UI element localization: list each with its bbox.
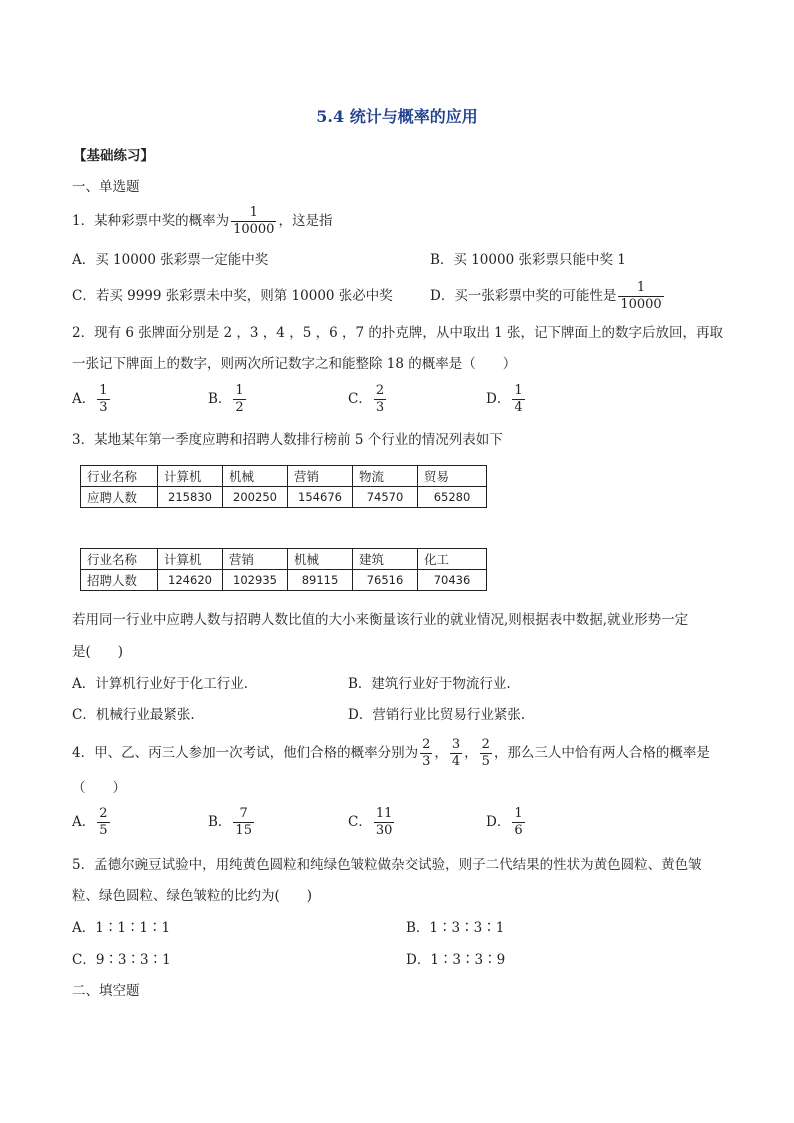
table-cell: 76516	[353, 570, 418, 591]
page-title: 5.4 统计与概率的应用	[316, 107, 478, 126]
fraction: $\frac{1}{4}$	[514, 383, 523, 415]
fraction: $\frac{1}{3}$	[99, 383, 108, 415]
question-3-line-3: 是( )	[72, 644, 124, 660]
table-cell: 建筑	[353, 549, 418, 570]
option-2d[interactable]: D． $\frac{1}{4}$	[486, 383, 523, 415]
option-1b[interactable]: B．买 10000 张彩票只能中奖 1	[430, 252, 626, 268]
fraction: $\frac{7}{15}$	[235, 806, 252, 838]
table-cell: 机械	[288, 549, 353, 570]
question-5-line-1: 5．孟德尔豌豆试验中，用纯黄色圆粒和纯绿色皱粒做杂交试验，则子二代结果的性状为黄色圆粒、黄色皱	[72, 857, 702, 873]
fraction: $\frac{11}{30}$	[375, 806, 393, 838]
question-3-line-1: 3．某地某年第一季度应聘和招聘人数排行榜前 5 个行业的情况列表如下	[72, 432, 503, 448]
part-heading-single-choice: 一、单选题	[72, 179, 140, 195]
table-row	[81, 570, 487, 591]
fraction: $\frac{2}{5}$	[481, 737, 490, 769]
recruitment-table	[80, 548, 487, 591]
table-cell: 应聘人数	[81, 487, 158, 508]
table-cell: 招聘人数	[81, 570, 158, 591]
fraction: $\frac{1}{2}$	[235, 383, 244, 415]
option-4a[interactable]: A． $\frac{2}{5}$	[72, 806, 108, 838]
fraction: $\frac{1}{10000}$	[620, 280, 662, 312]
option-5a[interactable]: A．1∶1∶1∶1	[72, 920, 171, 936]
table-cell: 89115	[288, 570, 353, 591]
fraction: $\frac{1}{10000}$	[233, 205, 275, 237]
option-1c[interactable]: C．若买 9999 张彩票未中奖，则第 10000 张必中奖	[72, 288, 393, 304]
question-1	[72, 204, 332, 238]
table-cell: 贸易	[418, 466, 487, 487]
option-3d[interactable]: D．营销行业比贸易行业紧张.	[348, 707, 526, 723]
table-header-row	[81, 549, 487, 570]
option-5b[interactable]: B．1∶3∶3∶1	[406, 920, 505, 936]
table-cell: 营销	[223, 549, 288, 570]
option-3b[interactable]: B．建筑行业好于物流行业.	[348, 676, 511, 692]
option-2a[interactable]: A． $\frac{1}{3}$	[72, 383, 108, 415]
section-heading: 【基础练习】	[73, 148, 154, 164]
table-cell: 124620	[158, 570, 223, 591]
table-cell: 215830	[158, 487, 223, 508]
option-4d[interactable]: D． $\frac{1}{6}$	[486, 806, 523, 838]
option-3c[interactable]: C．机械行业最紧张.	[72, 707, 195, 723]
table-cell: 102935	[223, 570, 288, 591]
table-cell: 化工	[418, 549, 487, 570]
table-cell: 65280	[418, 487, 487, 508]
table-cell: 行业名称	[81, 466, 158, 487]
option-2b[interactable]: B． $\frac{1}{2}$	[208, 383, 244, 415]
option-3a[interactable]: A．计算机行业好于化工行业.	[72, 676, 249, 692]
table-cell: 营销	[288, 466, 353, 487]
question-4-line-2: （ ）	[72, 780, 126, 796]
option-5c[interactable]: C．9∶3∶3∶1	[72, 952, 171, 968]
table-cell: 计算机	[158, 466, 223, 487]
question-5-line-2: 粒、绿色圆粒、绿色皱粒的比约为( )	[72, 888, 313, 904]
fraction: $\frac{3}{4}$	[451, 737, 461, 769]
option-2c[interactable]: C． $\frac{2}{3}$	[348, 383, 385, 415]
table-cell: 物流	[353, 466, 418, 487]
option-5d[interactable]: D．1∶3∶3∶9	[406, 952, 506, 968]
question-4-line-1: 4．甲、乙、丙三人参加一次考试，他们合格的概率分别为 $\frac{2}{3}$ ， $\frac{3}{4}$ ， $\frac{2}{5}$ ，那么三人中恰有两人合格的概率是	[72, 737, 710, 769]
table-cell: 70436	[418, 570, 487, 591]
fraction: $\frac{2}{5}$	[99, 806, 108, 838]
option-1d[interactable]	[430, 276, 666, 316]
table-cell: 154676	[288, 487, 353, 508]
option-4c[interactable]: C． $\frac{11}{30}$	[348, 806, 393, 838]
option-4b[interactable]: B． $\frac{7}{15}$	[208, 806, 252, 838]
table-row	[81, 487, 487, 508]
part-heading-fill-in: 二、填空题	[72, 983, 140, 999]
question-2-line-1: 2．现有 6 张牌面分别是 2 ，3 ，4 ，5 ，6 ，7 的扑克牌，从中取出 1 张，记下牌面上的数字后放回，再取	[72, 325, 724, 341]
table-cell: 行业名称	[81, 549, 158, 570]
table-cell: 机械	[223, 466, 288, 487]
option-1d-label: D．买一张彩票中奖的可能性是	[430, 288, 617, 304]
table-header-row	[81, 466, 487, 487]
question-1-prefix: 1．某种彩票中奖的概率为	[72, 213, 230, 229]
question-3-line-2: 若用同一行业中应聘人数与招聘人数比值的大小来衡量该行业的就业情况,则根据表中数据,就业形势一定	[72, 612, 689, 628]
question-2-line-2: 一张记下牌面上的数字，则两次所记数字之和能整除 18 的概率是（ ）	[72, 356, 517, 372]
applicants-table	[80, 465, 487, 508]
question-1-suffix: ，这是指	[278, 213, 333, 229]
fraction: $\frac{2}{3}$	[422, 737, 431, 769]
table-cell: 计算机	[158, 549, 223, 570]
option-1a[interactable]: A．买 10000 张彩票一定能中奖	[72, 252, 269, 268]
table-cell: 200250	[223, 487, 288, 508]
fraction: $\frac{2}{3}$	[375, 383, 385, 415]
table-cell: 74570	[353, 487, 418, 508]
fraction: $\frac{1}{6}$	[514, 806, 523, 838]
